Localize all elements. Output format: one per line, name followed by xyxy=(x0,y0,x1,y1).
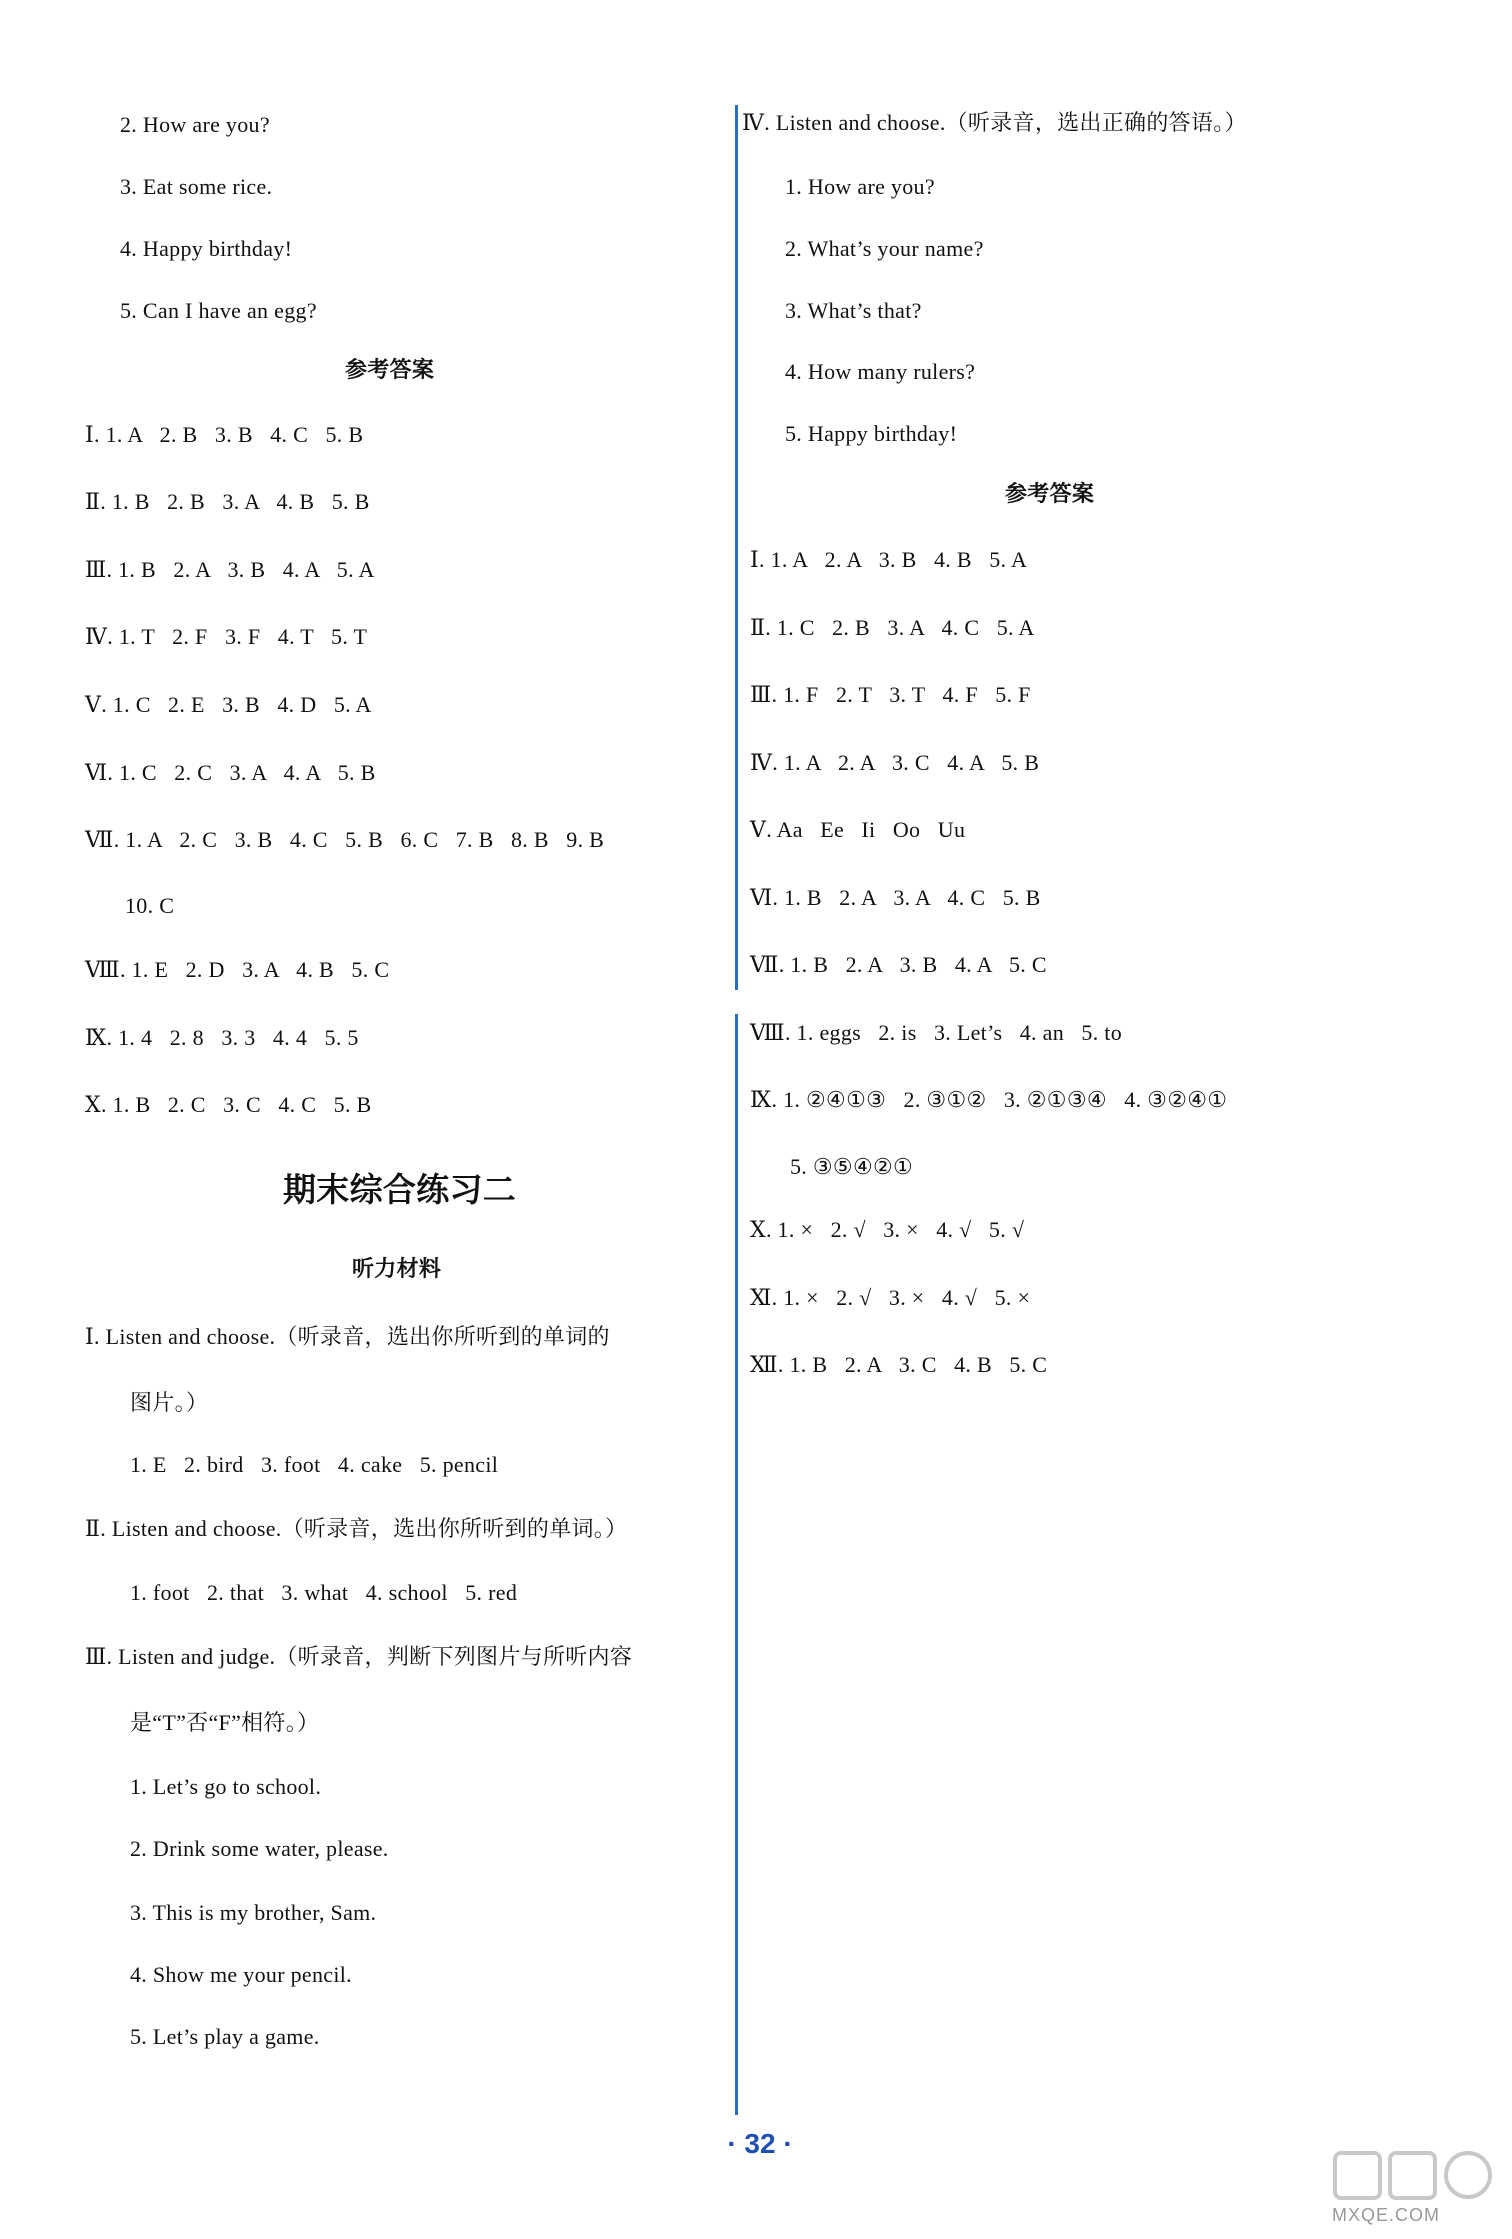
answers-heading: 参考答案 xyxy=(345,358,435,383)
answer-row: Ⅳ. 1. T 2. F 3. F 4. T 5. T xyxy=(85,624,368,649)
answer-row: Ⅶ. 1. B 2. A 3. B 4. A 5. C xyxy=(750,952,1047,977)
answer-row: Ⅹ. 1. B 2. C 3. C 4. C 5. B xyxy=(85,1092,372,1117)
answer-row: Ⅵ. 1. B 2. A 3. A 4. C 5. B xyxy=(750,885,1041,910)
answer-row: Ⅶ. 1. A 2. C 3. B 4. C 5. B 6. C 7. B 8. B 9. B xyxy=(85,827,605,852)
answer-row: Ⅰ. 1. A 2. A 3. B 4. B 5. A xyxy=(750,547,1028,572)
question-line: Ⅰ. Listen and choose.（听录音，选出你所听到的单词的 xyxy=(85,1324,610,1349)
answers-heading: 参考答案 xyxy=(1005,482,1095,507)
listening-line: 3. Eat some rice. xyxy=(120,174,273,199)
page-number: · 32 · xyxy=(727,2128,793,2159)
answer-row: Ⅴ. Aa Ee Ii Oo Uu xyxy=(750,817,966,842)
section-title: 期末综合练习二 xyxy=(283,1170,517,1209)
listening-line: 2. How are you? xyxy=(120,112,270,137)
watermark-text: MXQE.COM xyxy=(1332,2205,1441,2225)
answer-row: Ⅻ. 1. B 2. A 3. C 4. B 5. C xyxy=(750,1352,1048,1377)
question-line: Ⅲ. Listen and judge.（听录音，判断下列图片与所听内容 xyxy=(85,1644,633,1669)
question-line: 4. Show me your pencil. xyxy=(130,1962,352,1987)
answer-row: Ⅺ. 1. × 2. √ 3. × 4. √ 5. × xyxy=(750,1285,1031,1310)
answer-row: Ⅱ. 1. C 2. B 3. A 4. C 5. A xyxy=(750,615,1035,640)
answer-row: Ⅵ. 1. C 2. C 3. A 4. A 5. B xyxy=(85,760,376,785)
answer-row: Ⅷ. 1. E 2. D 3. A 4. B 5. C xyxy=(85,957,390,982)
question-line: 是“T”否“F”相符。） xyxy=(130,1710,320,1735)
question-line: 图片。） xyxy=(130,1390,209,1415)
answer-row: Ⅳ. 1. A 2. A 3. C 4. A 5. B xyxy=(750,750,1040,775)
answer-row: Ⅸ. 1. ②④①③ 2. ③①② 3. ②①③④ 4. ③②④① xyxy=(750,1087,1228,1112)
answer-row: Ⅸ. 1. 4 2. 8 3. 3 4. 4 5. 5 xyxy=(85,1025,359,1050)
listening-line: 5. Can I have an egg? xyxy=(120,298,317,323)
question-line: 3. This is my brother, Sam. xyxy=(130,1900,377,1925)
answer-row: Ⅱ. 1. B 2. B 3. A 4. B 5. B xyxy=(85,489,370,514)
listening-heading: 听力材料 xyxy=(352,1257,442,1282)
question-line: 2. What’s your name? xyxy=(785,236,984,261)
listening-line: 4. Happy birthday! xyxy=(120,236,293,261)
question-line: 2. Drink some water, please. xyxy=(130,1836,389,1861)
column-divider xyxy=(735,105,738,2115)
question-line: 3. What’s that? xyxy=(785,298,922,323)
question-line: 5. Happy birthday! xyxy=(785,421,958,446)
question-line: 5. Let’s play a game. xyxy=(130,2024,320,2049)
question-line: 1. Let’s go to school. xyxy=(130,1774,322,1799)
answer-row: Ⅷ. 1. eggs 2. is 3. Let’s 4. an 5. to xyxy=(750,1020,1123,1045)
answer-row: 5. ③⑤④②① xyxy=(790,1154,914,1179)
question-line: Ⅳ. Listen and choose.（听录音，选出正确的答语。） xyxy=(742,110,1247,135)
question-line: 1. E 2. bird 3. foot 4. cake 5. pencil xyxy=(130,1452,499,1477)
question-line: Ⅱ. Listen and choose.（听录音，选出你所听到的单词。） xyxy=(85,1516,628,1541)
answer-row: Ⅰ. 1. A 2. B 3. B 4. C 5. B xyxy=(85,422,364,447)
answer-row: Ⅹ. 1. × 2. √ 3. × 4. √ 5. √ xyxy=(750,1217,1025,1242)
question-line: 1. foot 2. that 3. what 4. school 5. red xyxy=(130,1580,518,1605)
answer-row: 10. C xyxy=(125,893,175,918)
answer-row: Ⅲ. 1. B 2. A 3. B 4. A 5. A xyxy=(85,557,375,582)
answer-row: Ⅲ. 1. F 2. T 3. T 4. F 5. F xyxy=(750,682,1031,707)
answer-row: Ⅴ. 1. C 2. E 3. B 4. D 5. A xyxy=(85,692,372,717)
question-line: 4. How many rulers? xyxy=(785,359,976,384)
divider-gap xyxy=(733,990,741,1014)
question-line: 1. How are you? xyxy=(785,174,935,199)
